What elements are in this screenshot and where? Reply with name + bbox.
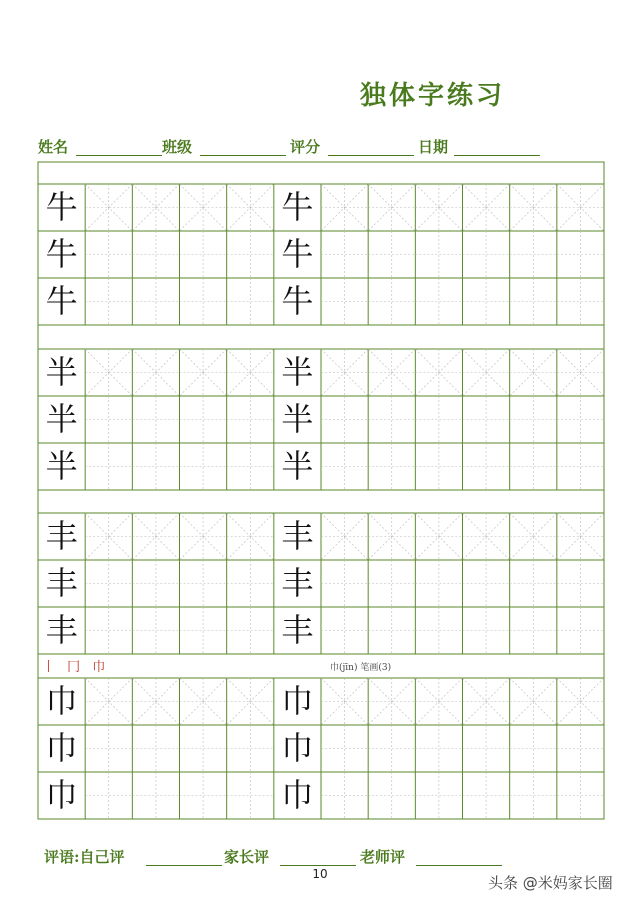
teacher-eval-label: 老师评 — [360, 848, 406, 866]
model-character: 牛 — [45, 235, 78, 273]
model-character: 巾 — [45, 682, 78, 720]
model-character: 牛 — [281, 235, 314, 273]
model-character: 半 — [45, 447, 78, 485]
model-character: 巾 — [281, 776, 314, 814]
self-eval-blank[interactable] — [146, 865, 222, 866]
model-character: 半 — [281, 400, 314, 438]
model-character: 牛 — [45, 282, 78, 320]
date-label: 日期 — [418, 138, 449, 156]
class-label: 班级 — [162, 138, 193, 156]
model-character: 半 — [281, 353, 314, 391]
pinyin-stroke-note: 巾(jīn) 笔画(3) — [330, 663, 392, 673]
stroke-order — [42, 660, 113, 676]
model-character: 丰 — [45, 517, 78, 555]
page-number: 10 — [312, 867, 328, 881]
parent-eval-label: 家长评 — [224, 848, 270, 866]
model-character: 巾 — [281, 682, 314, 720]
model-character: 丰 — [45, 564, 78, 602]
model-character: 牛 — [281, 188, 314, 226]
model-character: 半 — [281, 447, 314, 485]
stroke-step-1: 丨 — [42, 660, 56, 675]
model-character: 丰 — [281, 564, 314, 602]
evaluation-row — [44, 846, 564, 868]
model-character: 半 — [45, 353, 78, 391]
page-title: 独体字练习 — [360, 81, 506, 111]
model-character: 半 — [45, 400, 78, 438]
model-character: 牛 — [45, 188, 78, 226]
model-character: 巾 — [45, 729, 78, 767]
model-character: 巾 — [45, 776, 78, 814]
model-character: 丰 — [45, 611, 78, 649]
self-eval-label: 评语:自己评 — [44, 848, 125, 866]
model-character: 丰 — [281, 611, 314, 649]
score-label: 评分 — [290, 138, 321, 156]
stroke-step-3: 巾 — [92, 660, 106, 675]
name-label: 姓名 — [38, 138, 69, 156]
model-character: 巾 — [281, 729, 314, 767]
teacher-eval-blank[interactable] — [416, 865, 502, 866]
model-character: 牛 — [281, 282, 314, 320]
model-character: 丰 — [281, 517, 314, 555]
watermark: 头条 @米妈家长圈 — [488, 874, 613, 892]
stroke-step-2: 冂 — [67, 660, 81, 675]
